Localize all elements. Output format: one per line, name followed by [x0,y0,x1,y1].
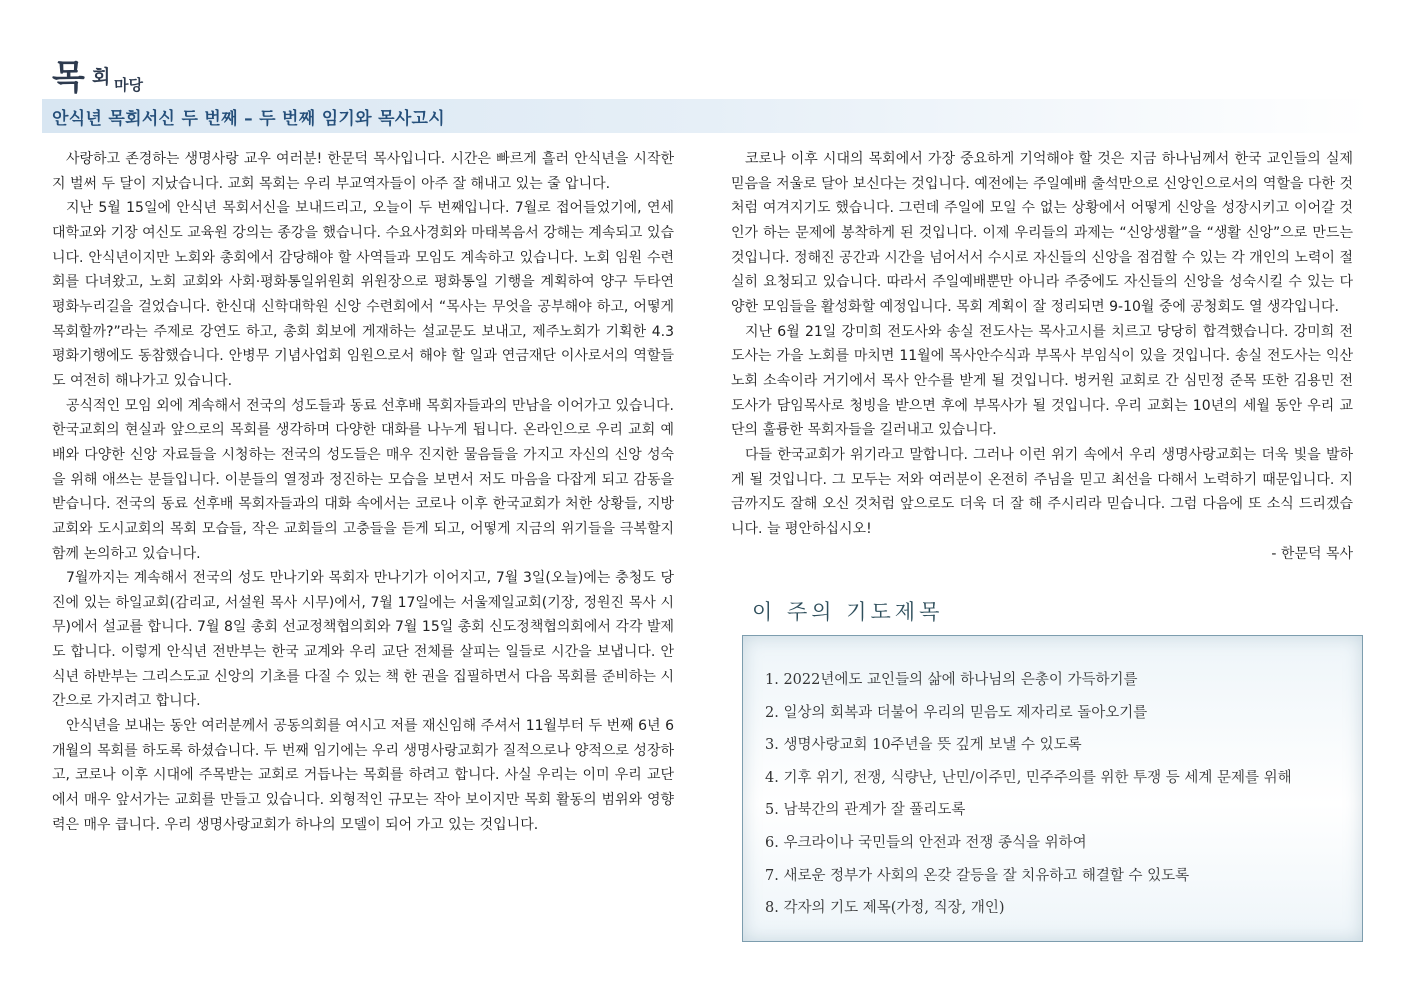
logo-char-mok: 목 [52,58,85,98]
prayer-item: 3. 생명사랑교회 10주년을 뜻 깊게 보낼 수 있도록 [765,737,1082,754]
article-paragraph: 7월까지는 계속해서 전국의 성도 만나기와 목회자 만나기가 이어지고, 7월 3일(오늘)에는 충청도 당진에 있는 하일교회(감리교, 서설원 목사 시무)에서, 7월 17일에는 서울제일교회(기장, 정원진 목사 시무)에서 설교를 합니다. 7월 8일 총회 선교정책협의회와 7월 15일 총회 신도정책협의회에서 각각 발제도 합니다. 이렇게 안식년 전반부는 한국 교계와 우리 교단 전체를 살피는 일들로 시간을 보냅니다. 안식년 하반부는 그리스도교 신앙의 기초를 다질 수 있는 책 한 권을 집필하면서 다음 목회를 준비하는 시간으로 가지려고 합니다. [52,570,674,710]
article-paragraph: 코로나 이후 시대의 목회에서 가장 중요하게 기억해야 할 것은 지금 하나님께서 한국 교인들의 실제 믿음을 저울로 달아 보신다는 것입니다. 예전에는 주일예배 출석만으로 신앙인으로서의 역할을 다한 것처럼 여겨지기도 했습니다. 그런데 주일에 모일 수 없는 상황에서 어떻게 신앙을 성장시키고 이어갈 것인가 하는 문제에 봉착하게 된 것입니다. 이제 우리들의 과제는 “신앙생활”을 “생활 신앙”으로 만드는 것입니다. 정해진 공간과 시간을 넘어서서 수시로 자신들의 신앙을 점검할 수 있는 각 개인의 노력이 절실히 요청되고 있습니다. 따라서 주일예배뿐만 아니라 주중에도 자신들의 신앙을 성숙시킬 수 있는 다양한 모임들을 활성화할 예정입니다. 목회 계획이 잘 정리되면 9-10월 중에 공청회도 열 생각입니다. [731,151,1353,315]
article-paragraph: 지난 6월 21일 강미희 전도사와 송실 전도사는 목사고시를 치르고 당당히 합격했습니다. 강미희 전도사는 가을 노회를 마치면 11월에 목사안수식과 부목사 부임식이 있을 것입니다. 송실 전도사는 익산노회 소속이라 거기에서 목사 안수를 받게 될 것입니다. 벙커원 교회로 간 심민정 준목 또한 김용민 전도사가 담임목사로 청빙을 받으면 후에 부목사가 될 것입니다. 우리 교회는 10년의 세월 동안 우리 교단의 훌륭한 목회자들을 길러내고 있습니다. [731,323,1353,439]
prayer-heading: 이 주의 기도제목 [752,600,944,624]
logo-word-madang: 마당 [114,76,143,94]
prayer-list-box [742,635,1363,942]
article-paragraph: 공식적인 모임 외에 계속해서 전국의 성도들과 동료 선후배 목회자들과의 만남을 이어가고 있습니다. 한국교회의 현실과 앞으로의 목회를 생각하며 다양한 대화를 나누게 됩니다. 온라인으로 우리 교회 예배와 다양한 신앙 자료들을 시청하는 전국의 성도들은 매우 진지한 물음들을 가지고 자신의 신앙 성숙을 위해 애쓰는 분들입니다. 이분들의 열정과 정진하는 모습을 보면서 저도 마음을 다잡게 되고 감동을 받습니다. 전국의 동료 선후배 목회자들과의 대화 속에서는 코로나 이후 한국교회가 처한 상황들, 지방 교회와 도시교회의 목회 모습들, 작은 교회들의 고충들을 듣게 되고, 어떻게 지금의 위기들을 극복할지 함께 논의하고 있습니다. [52,397,674,562]
article-column-left [52,147,674,837]
prayer-item: 1. 2022년에도 교인들의 삶에 하나님의 은총이 가득하기를 [765,672,1138,688]
logo-char-hoe: 회 [92,66,111,88]
prayer-item: 6. 우크라이나 국민들의 안전과 전쟁 종식을 위하여 [765,834,1087,851]
prayer-item: 2. 일상의 회복과 더불어 우리의 믿음도 제자리로 돌아오기를 [765,704,1148,721]
prayer-item: 7. 새로운 정부가 사회의 온갖 갈등을 잘 치유하고 해결할 수 있도록 [765,867,1190,884]
article-paragraph: 안식년을 보내는 동안 여러분께서 공동의회를 여시고 저를 재신임해 주셔서 11월부터 두 번째 6년 6개월의 목회를 하도록 하셨습니다. 두 번째 임기에는 우리 생명사랑교회가 질적으로나 양적으로 성장하고, 코로나 이후 시대에 주목받는 교회로 거듭나는 목회를 하려고 합니다. 사실 우리는 이미 우리 교단에서 매우 앞서가는 교회를 만들고 있습니다. 외형적인 규모는 작아 보이지만 목회 활동의 범위와 영향력은 매우 큽니다. 우리 생명사랑교회가 하나의 모델이 되어 가고 있는 것입니다. [52,718,674,833]
prayer-item: 8. 각자의 기도 제목(가정, 직장, 개인) [765,900,1005,917]
prayer-list [765,664,1292,925]
article-title: 안식년 목회서신 두 번째 – 두 번째 임기와 목사고시 [52,109,445,129]
prayer-item: 4. 기후 위기, 전쟁, 식량난, 난민/이주민, 민주주의를 위한 투쟁 등 세계 문제를 위해 [765,769,1292,786]
section-logo [52,50,192,98]
article-column-right [731,147,1353,566]
article-paragraph: 다들 한국교회가 위기라고 말합니다. 그러나 이런 위기 속에서 우리 생명사랑교회는 더욱 빛을 발하게 될 것입니다. 그 모두는 저와 여러분이 온전히 주님을 믿고 최선을 다해서 노력하기 때문입니다. 지금까지도 잘해 오신 것처럼 앞으로도 더욱 더 잘 해 주시리라 믿습니다. 그럼 다음에 또 소식 드리겠습니다. 늘 평안하십시오! [731,446,1353,537]
article-paragraph: 사랑하고 존경하는 생명사랑 교우 여러분! 한문덕 목사입니다. 시간은 빠르게 흘러 안식년을 시작한 지 벌써 두 달이 지났습니다. 교회 목회는 우리 부교역자들이 아주 잘 해내고 있는 줄 압니다. [52,151,674,192]
title-bar [42,99,1372,133]
article-paragraph: 지난 5월 15일에 안식년 목회서신을 보내드리고, 오늘이 두 번째입니다. 7월로 접어들었기에, 연세대학교와 기장 여신도 교육원 강의는 종강을 했습니다. 수요사경회와 마태복음서 강해는 계속되고 있습니다. 안식년이지만 노회와 총회에서 감당해야 할 사역들과 모임도 계속하고 있습니다. 노회 임원 수련회를 다녀왔고, 노회 교회와 사회·평화통일위원회 위원장으로 평화통일 기행을 계획하여 양구 두타연 평화누리길을 걸었습니다. 한신대 신학대학원 신앙 수련회에서 “목사는 무엇을 공부해야 하고, 어떻게 목회할까?”라는 주제로 강연도 하고, 총회 회보에 게재하는 설교문도 보내고, 제주노회가 기획한 4.3 평화기행에도 동참했습니다. 안병무 기념사업회 임원으로서 해야 할 일과 연금재단 이사로서의 역할들도 여전히 해나가고 있습니다. [52,200,674,389]
prayer-item: 5. 남북간의 관계가 잘 풀리도록 [765,802,966,819]
author-signature: - 한문덕 목사 [1271,545,1353,562]
